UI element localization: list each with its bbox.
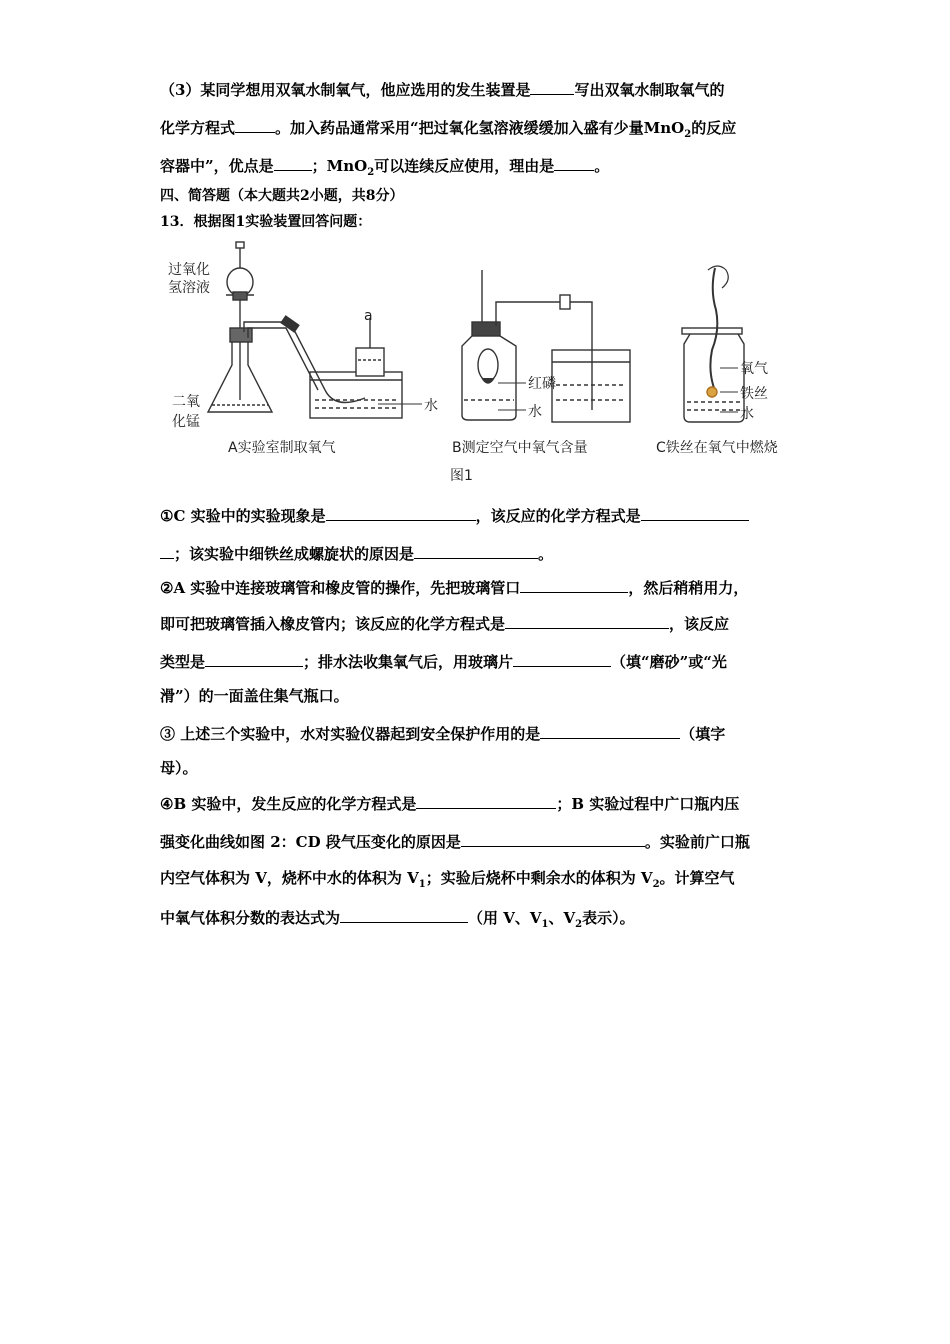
sub-question-2-line2: 即可把玻璃管插入橡皮管内；该反应的化学方程式是 ，该反应	[160, 612, 729, 634]
apparatus-b	[462, 270, 630, 422]
sub-question-2: ②A 实验中连接玻璃管和橡皮管的操作，先把玻璃管口 ，然后稍稍用力，	[160, 576, 748, 598]
label-h2o2: 过氧化	[168, 262, 210, 278]
answer-blank[interactable]	[554, 154, 594, 171]
sub-question-3: ③ 上述三个实验中，水对实验仪器起到安全保护作用的是 （填字	[160, 722, 725, 744]
caption-c: C铁丝在氧气中燃烧	[656, 440, 778, 456]
apparatus-c	[682, 266, 744, 422]
question-13-stem: 13．根据图1实验装置回答问题：	[160, 214, 372, 230]
answer-blank[interactable]	[641, 504, 749, 521]
caption-b: B测定空气中氧气含量	[452, 440, 588, 456]
q3-line2: 化学方程式 。加入药品通常采用“把过氧化氢溶液缓缓加入盛有少量MnO$_2$的反应	[160, 116, 736, 145]
sub-question-4-line2: 强变化曲线如图 2：CD 段气压变化的原因是 。实验前广口瓶	[160, 830, 750, 852]
label-water-a: 水	[424, 398, 438, 414]
q3-line3: 容器中”，优点是 ；MnO$_2$可以连续反应使用，理由是 。	[160, 154, 609, 183]
answer-blank[interactable]	[513, 650, 611, 667]
sub-question-4: ④B 实验中，发生反应的化学方程式是 ；B 实验过程中广口瓶内压	[160, 792, 739, 814]
answer-blank[interactable]	[461, 830, 645, 847]
sub-question-3-cont: 母）。	[160, 759, 198, 777]
answer-blank[interactable]	[326, 504, 476, 521]
label-water-b: 水	[528, 404, 542, 420]
answer-blank[interactable]	[274, 154, 312, 171]
label-mno2: 化锰	[172, 414, 200, 430]
sub-question-2-line3: 类型是 ；排水法收集氧气后，用玻璃片 （填“磨砂”或“光	[160, 650, 727, 672]
apparatus-a	[208, 242, 422, 418]
caption-a: A实验室制取氧气	[228, 440, 336, 456]
answer-blank[interactable]	[540, 722, 680, 739]
answer-blank[interactable]	[340, 906, 468, 923]
answer-blank[interactable]	[414, 542, 538, 559]
answer-blank[interactable]	[235, 116, 275, 133]
label-water-c: 水	[740, 406, 754, 422]
label-a: a	[364, 308, 373, 324]
sub-question-1-cont: ；该实验中细铁丝成螺旋状的原因是 。	[160, 542, 553, 564]
label-iron-wire: 铁丝	[740, 386, 768, 402]
answer-blank[interactable]	[160, 542, 174, 559]
label-h2o2: 氢溶液	[168, 280, 210, 296]
label-red-phosphorus: 红磷	[528, 376, 556, 392]
answer-blank[interactable]	[520, 576, 628, 593]
sub-question-2-line4: 滑”）的一面盖住集气瓶口。	[160, 687, 349, 705]
sub-question-4-line3: 内空气体积为 V，烧杯中水的体积为 $V_1$；实验后烧杯中剩余水的体积为 $V_2$。计算空气	[160, 869, 735, 890]
section-title: 四、简答题（本大题共2小题，共8分）	[160, 188, 404, 204]
figure-1-apparatus	[160, 240, 820, 490]
answer-blank[interactable]	[205, 650, 303, 667]
answer-blank[interactable]	[505, 612, 669, 629]
sub-question-1: ①C 实验中的实验现象是 ，该反应的化学方程式是	[160, 504, 749, 526]
label-mno2: 二氧	[172, 394, 200, 410]
label-oxygen: 氧气	[740, 361, 768, 377]
figure-title: 图1	[450, 468, 473, 484]
answer-blank[interactable]	[416, 792, 556, 809]
answer-blank[interactable]	[530, 78, 574, 95]
q3-line1: （3）某同学想用双氧水制氧气，他应选用的发生装置是 写出双氧水制取氧气的	[160, 78, 724, 100]
sub-question-4-line4: 中氧气体积分数的表达式为 （用 V、$V_1$、$V_2$表示）。	[160, 906, 635, 935]
